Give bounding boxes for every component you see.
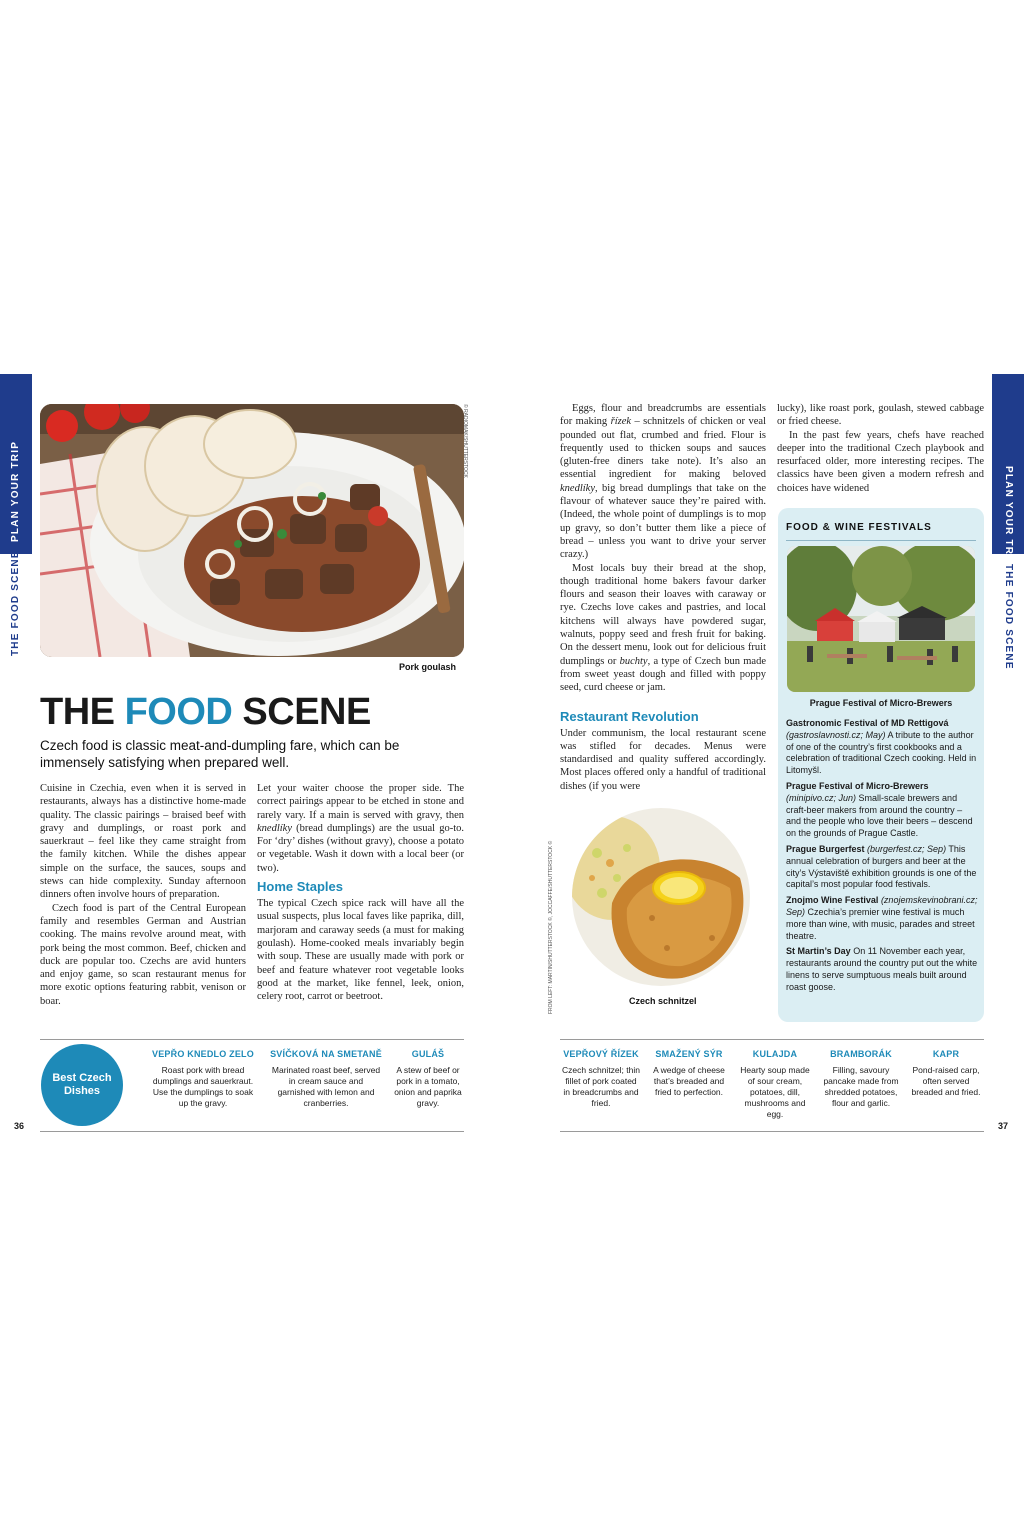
title-accent-word: FOOD [124, 691, 233, 733]
rcol1-p2-emphasis: buchty [619, 655, 648, 667]
rcol1-p1-text-c: , big bread dumplings that take on the flavour of whatever sauce they’re paired with. (Indeed, the whole point of dumplings is to mop up gravy, so don’t butter them like a piece of bread – unless you want to drive your server crazy.) [560, 482, 766, 561]
rcol1-p1-emphasis-1: řízek [610, 416, 632, 428]
festival-name: Znojmo Wine Festival [786, 895, 879, 906]
festival-item [786, 946, 978, 993]
col2-paragraph-2: The typical Czech spice rack will have all the usual suspects, plus local faves like paprika, dill, marjoram and caraway seeds (a must for making goulash). Home-cooked meals invariably begin with soup. These are usually made with pork or beef and feature whatever root vegetable looks good at the market, like fennel, leek, onion, celery root, carrot or beetroot. [257, 898, 464, 1003]
dishes-strip-top-rule-right [560, 1039, 984, 1040]
festival-item [786, 781, 978, 840]
festival-name: Gastronomic Festival of MD Rettigová [786, 718, 949, 728]
dish-item [650, 1049, 728, 1098]
left-body-column-1 [40, 782, 246, 1008]
festival-meta: (gastroslavnosti.cz; May) [786, 729, 886, 740]
right-tab-section-label: THE FOOD SCENE [1003, 564, 1014, 670]
col1-paragraph-2: Czech food is part of the Central European family and resembles German and Austrian cooking. The mains revolve around meat, with pork being the most common. Beef, chicken and duck are popular too. Czechs are avid hunters and enjoy game, so scan restaurant menus for more exotic options featuring rabbit, venison or boar. [40, 902, 246, 1007]
dish-item [736, 1049, 814, 1120]
schnitzel-caption: Czech schnitzel [629, 996, 697, 1006]
dish-name: KULAJDA [752, 1049, 798, 1059]
food-wine-festivals-box [778, 508, 984, 1022]
restaurant-revolution-heading: Restaurant Revolution [560, 708, 699, 724]
dish-description: A wedge of cheese that’s breaded and fried to perfection. [653, 1065, 725, 1097]
dish-item [822, 1049, 900, 1109]
dish-description: Hearty soup made of sour cream, potatoes, dill, mushrooms and egg. [740, 1065, 810, 1119]
left-tab-section-label: THE FOOD SCENE [10, 550, 21, 656]
dishes-strip-bottom-rule-left [40, 1131, 464, 1132]
festival-text: This annual celebration of burgers and beer at the city’s Výstaviště exhibition grounds is one of the capital’s most popular food festivals. [786, 843, 977, 890]
festival-text: On 11 November each year, restaurants around the country put out the white linens to serve sumptuous meals built around roast goose. [786, 946, 978, 992]
festivals-list [786, 718, 978, 998]
col2-p1-text-a: Let your waiter choose the proper side. The correct pairings appear to be etched in stone and rarely vary. If a main is served with gravy, then [257, 783, 464, 821]
festival-name: St Martin’s Day [786, 946, 851, 957]
page-number-right: 37 [998, 1121, 1009, 1131]
festival-item [786, 895, 978, 942]
dish-name: SVÍČKOVÁ NA SMETANĚ [270, 1049, 382, 1059]
dish-name: BRAMBORÁK [830, 1049, 892, 1059]
col1-paragraph-1: Cuisine in Czechia, even when it is served in restaurants, always has a distinctive home-made quality. The classic pairings – braised beef with gravy and dumplings, or roast pork and sauerkraut – feel like they came straight from the family kitchen. While the dishes appear simple on the surface, the sauces, soups and stews can hide complexity. Sunday afternoon dinners often involve hours of preparation. [40, 783, 246, 901]
rcol1-paragraph-2 [560, 562, 766, 695]
czech-schnitzel-photo [572, 808, 750, 986]
dish-description: Filling, savoury pancake made from shredded potatoes, flour and garlic. [823, 1065, 899, 1108]
festival-name: Prague Burgerfest [786, 843, 865, 854]
right-body-column-2 [777, 402, 984, 495]
page-title [40, 690, 371, 734]
col2-paragraph-1 [257, 782, 464, 875]
festival-text: Czechia’s premier wine festival is much more than wine, with music, parades and street theatre. [786, 906, 975, 941]
right-section-tab [992, 374, 1024, 670]
dish-item [270, 1049, 382, 1109]
dish-item [392, 1049, 464, 1109]
right-tab-plan-label: PLAN YOUR TRIP [1003, 466, 1014, 568]
pork-goulash-illustration [40, 404, 464, 657]
dish-name: GULÁŠ [411, 1049, 445, 1059]
rcol1-paragraph-1 [560, 402, 766, 562]
festival-name: Prague Festival of Micro-Brewers [786, 780, 929, 791]
dish-description: Czech schnitzel; thin fillet of pork coated in breadcrumbs and fried. [562, 1065, 640, 1108]
goulash-photo-credit: © RADIOMAK/SHUTTERSTOCK [462, 404, 468, 478]
micro-brewers-festival-illustration [787, 546, 975, 692]
dish-description: Pond-raised carp, often served breaded and fried. [911, 1065, 981, 1097]
best-czech-dishes-badge: Best Czech Dishes [41, 1044, 123, 1126]
pork-goulash-photo [40, 404, 464, 657]
rcol2-paragraph-1: lucky), like roast pork, goulash, stewed cabbage or fried cheese. [777, 403, 984, 428]
rcol1-paragraph-3: Under communism, the local restaurant scene was stifled for decades. Menus were standardised and quality suffered accordingly. Most places offered only a handful of traditional dishes (if you were [560, 727, 766, 792]
festival-meta: (burgerfest.cz; Sep) [864, 843, 947, 854]
dishes-strip-top-rule-left [40, 1039, 464, 1040]
dish-item [148, 1049, 258, 1109]
dish-item [908, 1049, 984, 1098]
dish-name: VEPŘO KNEDLO ZELO [152, 1049, 254, 1059]
rcol1-p1-emphasis-2: knedlíky [560, 482, 595, 494]
page-number-left: 36 [14, 1121, 25, 1131]
col2-p1-emphasis: knedlíky [257, 822, 292, 834]
dishes-strip-bottom-rule-right [560, 1131, 984, 1132]
festival-text: Small-scale brewers and craft-beer makers from around the country – and the people who love their beers – descend on the grounds of Prague Castle. [786, 792, 973, 839]
rcol1-p2-text-a: Most locals buy their bread at the shop, though traditional home bakers favour darker flours and season their loaves with caraway or rye. Czechs love cakes and pastries, and local kitchens will always have powdered sugar, walnuts, poppy seed and fresh fruit for baking. On the dessert menu, look out for delicious fruit dumplings or [560, 562, 766, 667]
dish-description: A stew of beef or pork in a tomato, onion and paprika gravy. [394, 1065, 462, 1108]
col2-p1-text-b: (bread dumplings) are the usual go-to. For ‘dry’ dishes (without gravy), choose a potato or vegetable. Wash it down with a local beer (or two). [257, 822, 464, 874]
dish-description: Roast pork with bread dumplings and sauerkraut. Use the dumplings to soak up the gravy. [152, 1065, 254, 1108]
festivals-photo-caption: Prague Festival of Micro-Brewers [809, 698, 953, 708]
micro-brewers-festival-photo [787, 546, 975, 692]
right-body-column-1 [560, 402, 766, 793]
left-tab-plan-label: PLAN YOUR TRIP [10, 440, 21, 542]
festivals-title: FOOD & WINE FESTIVALS [786, 522, 932, 533]
rcol1-p1-text-a: Eggs, flour and breadcrumbs are essentials for making [560, 403, 766, 428]
dish-name: SMAŽENÝ SÝR [655, 1049, 723, 1059]
festival-text: A tribute to the author of one of the country’s first cookbooks and a celebration of traditional Czech cooking. Held in Litomyšl. [786, 729, 977, 776]
festivals-title-rule [786, 540, 976, 541]
festival-item [786, 718, 978, 777]
festival-item [786, 844, 978, 891]
goulash-caption: Pork goulash [399, 662, 457, 672]
left-section-tab [0, 374, 32, 662]
festival-meta: (minipivo.cz; Jun) [786, 792, 857, 803]
title-part-1: THE [40, 691, 125, 733]
title-part-2: SCENE [232, 691, 371, 733]
rcol1-p2-text-b: , a type of Czech bun made from sweet yeast dough and filled with poppy seed, curd cheese or jam. [560, 655, 766, 694]
home-staples-heading: Home Staples [257, 879, 343, 895]
czech-schnitzel-illustration [572, 808, 750, 986]
festival-meta: (znojemskevinobrani.cz; Sep) [786, 895, 978, 917]
rcol2-paragraph-2: In the past few years, chefs have reached deeper into the traditional Czech playbook and resurfaced older, more interesting recipes. The classics have been given a modern refresh and choices have widened [777, 429, 984, 494]
dish-name: VEPŘOVÝ ŘÍZEK [563, 1049, 639, 1059]
dish-name: KAPR [932, 1049, 960, 1059]
dish-description: Marinated roast beef, served in cream sauce and garnished with lemon and cranberries. [271, 1065, 381, 1108]
left-body-column-2 [257, 782, 464, 1003]
schnitzel-photo-credit: FROM LEFT: MARTIN/SHUTTERSTOCK ©, JOCCAFFE/SHUTTERSTOCK © [548, 840, 554, 1014]
rcol1-p1-text-b: – schnitzels of chicken or veal pounded out flat, crumbed and fried. Flour is frequently used to thicken soups and sauces (gluten-free diners take note). It’s also an essential ingredient for making beloved [560, 416, 766, 481]
dish-item [562, 1049, 640, 1109]
intro-paragraph: Czech food is classic meat-and-dumpling fare, which can be immensely satisfying when prepared well. [40, 738, 400, 770]
